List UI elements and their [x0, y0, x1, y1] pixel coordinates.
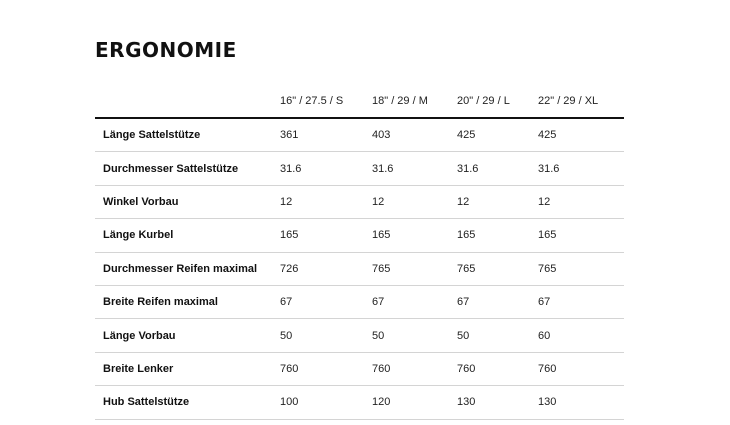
- header-cell-size-l: 20" / 29 / L: [457, 84, 538, 118]
- row-label: Länge Kurbel: [95, 219, 280, 252]
- header-cell-size-xl: 22" / 29 / XL: [538, 84, 624, 118]
- table-row: [95, 319, 624, 352]
- table-cell: 403: [372, 118, 457, 152]
- row-label: Durchmesser Sattelstütze: [95, 152, 280, 185]
- table-row: [95, 152, 624, 185]
- table-body: [95, 118, 624, 419]
- table-cell: 425: [457, 118, 538, 152]
- table-cell: 765: [372, 252, 457, 285]
- table-cell: 50: [457, 319, 538, 352]
- table-cell: 12: [372, 185, 457, 218]
- table-row: [95, 118, 624, 152]
- table-cell: 50: [280, 319, 372, 352]
- row-label: Breite Reifen maximal: [95, 285, 280, 318]
- table-cell: 361: [280, 118, 372, 152]
- section-title: ERGONOMIE: [95, 38, 237, 62]
- table-cell: 425: [538, 118, 624, 152]
- table-cell: 31.6: [538, 152, 624, 185]
- table-cell: 31.6: [280, 152, 372, 185]
- table-row: [95, 386, 624, 419]
- row-label: Durchmesser Reifen maximal: [95, 252, 280, 285]
- table-cell: 31.6: [372, 152, 457, 185]
- table-cell: 31.6: [457, 152, 538, 185]
- table-row: [95, 252, 624, 285]
- table-cell: 760: [280, 352, 372, 385]
- row-label: Hub Sattelstütze: [95, 386, 280, 419]
- table-cell: 67: [457, 285, 538, 318]
- table-cell: 130: [538, 386, 624, 419]
- table-cell: 765: [538, 252, 624, 285]
- table-cell: 12: [280, 185, 372, 218]
- header-row: [95, 84, 624, 118]
- header-cell-size-m: 18" / 29 / M: [372, 84, 457, 118]
- table-cell: 165: [372, 219, 457, 252]
- table-row: [95, 352, 624, 385]
- table-cell: 760: [457, 352, 538, 385]
- table-cell: 165: [280, 219, 372, 252]
- header-cell-label: [95, 84, 280, 118]
- table-cell: 12: [538, 185, 624, 218]
- table-cell: 726: [280, 252, 372, 285]
- table-cell: 12: [457, 185, 538, 218]
- row-label: Breite Lenker: [95, 352, 280, 385]
- table-header: [95, 84, 624, 118]
- table-cell: 760: [538, 352, 624, 385]
- table-cell: 67: [372, 285, 457, 318]
- table-cell: 165: [538, 219, 624, 252]
- table-row: [95, 219, 624, 252]
- table-cell: 60: [538, 319, 624, 352]
- table-cell: 100: [280, 386, 372, 419]
- header-cell-size-s: 16" / 27.5 / S: [280, 84, 372, 118]
- table-cell: 120: [372, 386, 457, 419]
- table-row: [95, 185, 624, 218]
- table-cell: 130: [457, 386, 538, 419]
- row-label: Länge Vorbau: [95, 319, 280, 352]
- table-row: [95, 285, 624, 318]
- table-cell: 165: [457, 219, 538, 252]
- table-cell: 760: [372, 352, 457, 385]
- row-label: Winkel Vorbau: [95, 185, 280, 218]
- table-cell: 67: [538, 285, 624, 318]
- row-label: Länge Sattelstütze: [95, 118, 280, 152]
- table-cell: 50: [372, 319, 457, 352]
- table-cell: 765: [457, 252, 538, 285]
- table-cell: 67: [280, 285, 372, 318]
- ergonomics-table: [95, 84, 624, 420]
